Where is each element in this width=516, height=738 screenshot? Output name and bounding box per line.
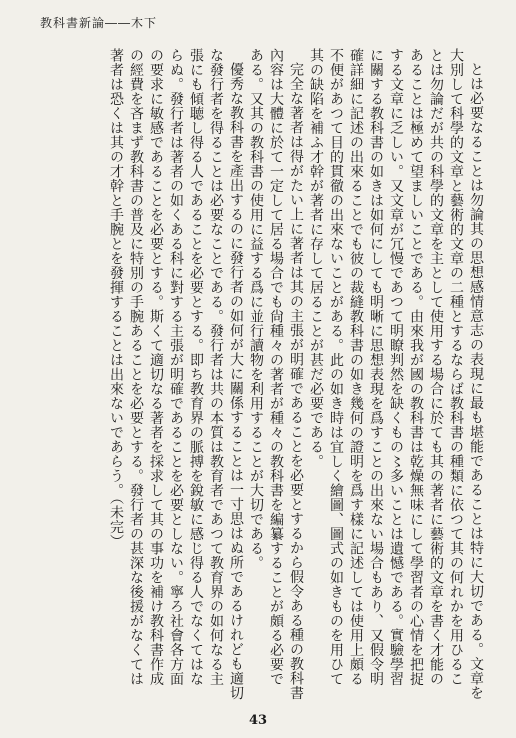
- running-head: 教科書新論――木下: [40, 16, 158, 30]
- paragraph-1: とは必要なることは勿論其の思想感情意志の表現に最も堪能であることは特に大切である。文章を大別して科學的文章と藝術的文章の二種とするならば教科書の種類に依つて其の何れかを用ひることは勿論だが共の科學的文章を主として使用する場合に於ても其の著者に藝術的文章を書く才能のあることは極めて望ましいことである。由來我が國の教科書は乾燥無味にして學習者の心情を把捉する文章に乏しい。又文章が冗慢であつて明瞭判然を缺くもの〻多いことは遺憾である。實驗學習に關する教科書の如きは如何にしても明晰に思想表現を爲すことの出來ない場合もあり、又假令明確詳細に記述の出來ることでも彼の裁縫教科書の如き幾何の證明を爲す樣に記述しては使用上頗る不便があつて目的貫徹の出來ないことがある。此の如き時は宜しく繪圖、圖式の如きものを用ひて其の缺陷を補ふ才幹が著者に存して居ることが甚だ必要である。: [308, 48, 484, 700]
- vertical-text-body: [34, 48, 486, 700]
- page-number: 43: [248, 713, 268, 728]
- paragraph-3: 優秀な教科書を產出するのに發行者の如何が大に關係することは一寸思はぬ所であるけれども適切な發行者を得ることは必要なことである。發行者は共の本質は教育者であつて教育界の如何なる主張にも傾聴し得る人であることを必要とする。即ち教育界の脈搏を銳敏に感じ得る人でなくてはならぬ。發行者は著者の如くある科に對する主張が明確であることを必要としない。寧ろ社會各方面の要求に敏感であることを必要とする。斯くて適切なる著者を採求して其の事功を補け教科書作成の經費を吝まず教科書の普及に特別の手腕あることを必要とする。發行者の甚深な後援がなくては著者は恐くは其の才幹と手腕とを發揮することは出來ないであらう。（未完）: [108, 48, 244, 700]
- paragraph-2: 完全な著者は得がたい上に著者は其の主張が明確であることを必要とするから假令ある種の教科書內容は大體に於て一定して居る場合でも尙種々の著者が種々の教科書を編纂することが頗る必要である。又其の教科書の使用に益する爲に並行讀物を利用することが大切である。: [248, 48, 304, 700]
